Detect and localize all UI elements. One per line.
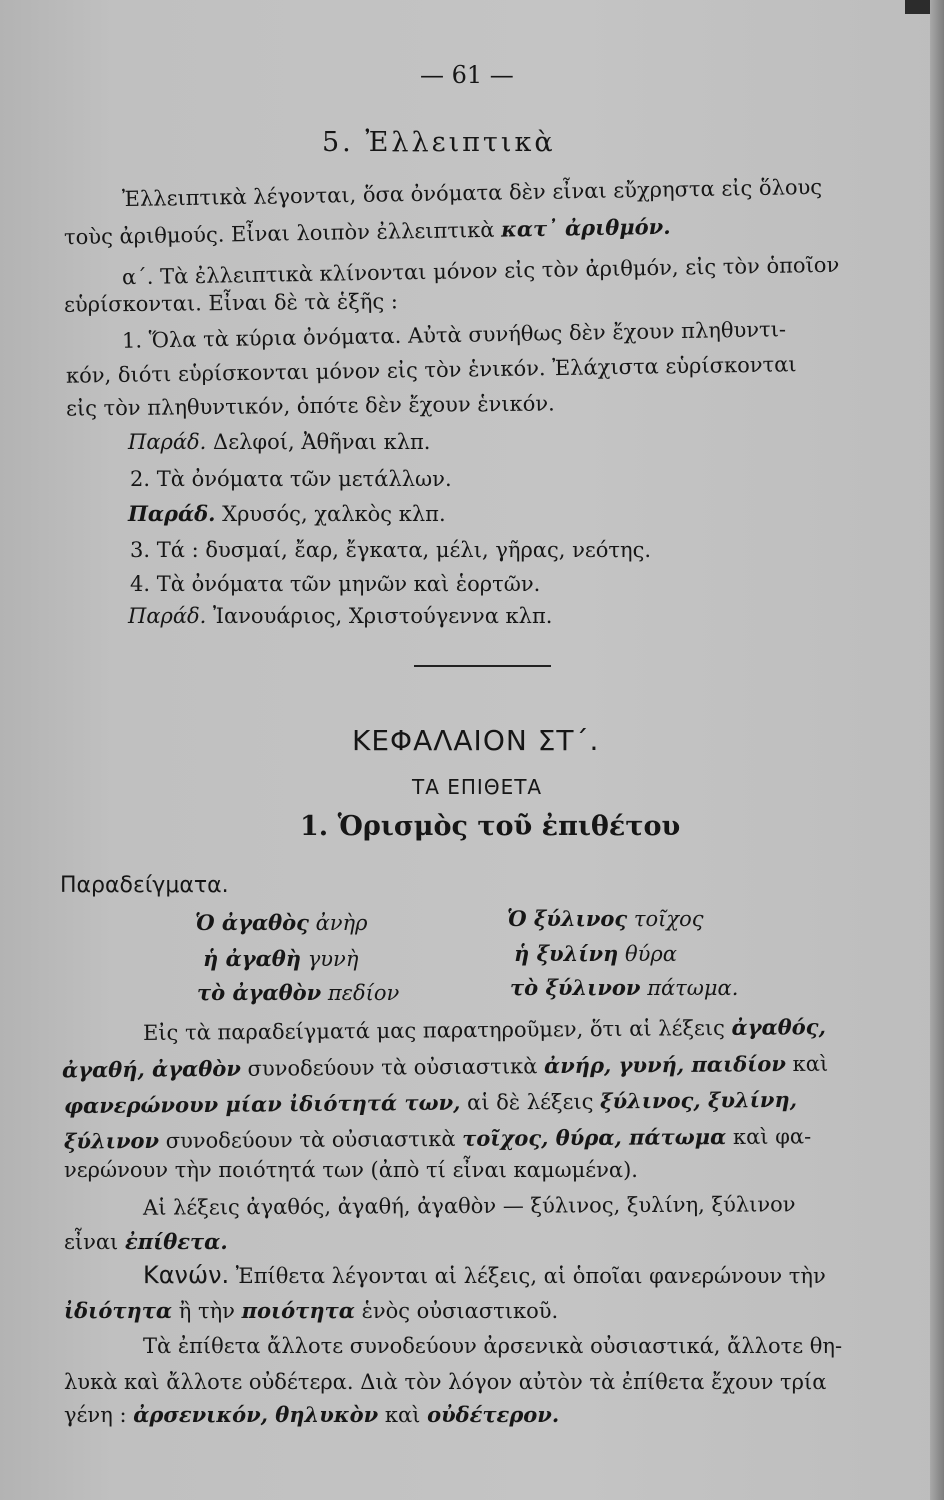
body-emphasis: ἀνήρ, γυνή, παιδίον [543,1051,787,1079]
body-emphasis: τοῖχος, θύρα, πάτωμα [462,1123,727,1151]
body-line-5: νερώνουν τὴν ποιότητά των (ἀπὸ τί εἶναι καμωμένα). [64,1158,638,1182]
parad-label: Παράδ. [128,430,207,454]
body-emphasis: οὐδέτερον. [427,1402,560,1427]
ex-right-3-noun: πάτωμα. [647,976,739,1000]
example-text-2: Χρυσός, χαλκὸς κλπ. [222,502,446,526]
body-text: Εἰς τὰ παραδείγματά μας παρατηροῦμεν, ὅτι αἱ λέξεις [142,1015,725,1045]
section-line-3: α΄. Τὰ ἐλλειπτικὰ κλίνονται μόνον εἰς τὸν ἀριθμόν, εἰς τὸν ὁποῖον [121,252,840,290]
example-right-3 [510,975,738,1001]
ex-left-2-noun: γυνὴ [307,947,359,971]
body-emphasis: ποιότητα [241,1298,355,1323]
body-line-9 [64,1298,558,1324]
example-text-1: Δελφοί, Ἀθῆναι κλπ. [213,430,431,454]
rule-line [143,1262,826,1289]
example-right-1 [507,906,704,932]
example-line-3 [128,603,552,629]
example-right-2 [514,941,677,967]
chapter-subtitle: ΤΑ ΕΠΙΘΕΤΑ [412,775,543,799]
body-line-1 [143,1014,826,1046]
body-emphasis: ξύλινος, ξυλίνη, [599,1086,798,1114]
body-line-11: λυκὰ καὶ ἄλλοτε οὐδέτερα. Διὰ τὸν λόγον αὐτὸν τὰ ἐπίθετα ἔχουν τρία [64,1370,827,1394]
section-line-9: 2. Τὰ ὀνόματα τῶν μετάλλων. [130,467,452,491]
ex-right-2-noun: θύρα [625,942,677,966]
section-line-7: εἰς τὸν πληθυντικόν, ὁπότε δὲν ἔχουν ἑνικόν. [65,391,555,421]
ex-left-3-noun: πεδίον [327,981,400,1005]
body-text: συνοδεύουν τὰ οὐσιαστικὰ [165,1126,456,1153]
ex-right-1-adj: Ὁ ξύλινος [507,906,628,931]
body-emphasis: ἰδιότητα [64,1298,173,1323]
chapter-title: ΚΕΦΑΛΑΙΟΝ ΣΤ΄. [352,724,600,757]
body-emphasis: ἀρσενικόν, θηλυκὸν [133,1402,379,1427]
body-line-6: Αἱ λέξεις ἀγαθός, ἀγαθή, ἀγαθὸν — ξύλινος, ξυλίνη, ξύλινον [142,1192,796,1220]
body-text: καὶ φα- [732,1124,812,1149]
body-line-4 [64,1123,811,1154]
page-edge-shadow [930,0,944,1500]
ex-left-1-adj: Ὁ ἀγαθὸς [195,910,309,935]
section-line-1: Ἐλλειπτικὰ λέγονται, ὅσα ὀνόματα δὲν εἶναι εὔχρηστα εἰς ὅλους [121,174,823,212]
body-text: ἢ τὴν [178,1299,235,1323]
parad-label: Παράδ. [128,604,207,628]
body-text: καὶ [792,1051,829,1076]
body-text: συνοδεύουν τὰ οὐσιαστικὰ [247,1054,538,1081]
body-emphasis: φανερώνουν μίαν ἰδιότητά των, [63,1089,461,1119]
body-text: ἑνὸς οὐσιαστικοῦ. [361,1299,559,1323]
body-text: εἶναι [64,1230,119,1254]
section-line-6: κόν, διότι εὑρίσκονται μόνον εἰς τὸν ἑνικόν. Ἐλάχιστα εὑρίσκονται [65,352,797,388]
example-left-2 [203,946,358,972]
ex-left-3-adj: τὸ ἀγαθὸν [197,980,322,1005]
subsection-title: 1. Ὁρισμὸς τοῦ ἐπιθέτου [300,811,681,842]
body-emphasis: ἀγαθή, ἀγαθὸν [61,1055,241,1083]
ex-left-2-adj: ἡ ἀγαθὴ [203,946,302,971]
parad-label: Παράδ. [128,501,216,526]
example-text-3: Ἰανουάριος, Χριστούγεννα κλπ. [213,604,553,628]
example-line-2 [128,501,446,527]
ex-right-1-noun: τοῖχος [633,907,704,931]
body-line-10: Τὰ ἐπίθετα ἄλλοτε συνοδεύουν ἀρσενικὰ οὐσιαστικά, ἄλλοτε θη- [143,1334,843,1358]
section-line-5: 1. Ὅλα τὰ κύρια ὀνόματα. Αὐτὰ συνήθως δὲν ἔχουν πληθυντι- [121,317,787,353]
rule-label: Κανών. [143,1261,230,1289]
example-left-3 [197,980,399,1006]
emphasis-kat-arithmon: κατ᾿ ἀριθμόν. [500,213,671,242]
section-title: 5. Ἐλλειπτικὰ [322,127,556,158]
body-line-7 [64,1229,228,1255]
line-2-text: τοὺς ἀριθμούς. Εἶναι λοιπὸν ἐλλειπτικὰ [63,217,495,250]
examples-label: Παραδείγματα. [60,873,229,898]
ex-right-2-adj: ἡ ξυλίνη [514,941,619,966]
example-line-1 [128,429,430,455]
section-line-2 [64,214,671,251]
ex-left-1-noun: ἀνὴρ [315,911,368,935]
example-left-1 [195,910,367,936]
body-line-3 [64,1087,797,1119]
body-text: αἱ δὲ λέξεις [466,1089,594,1115]
page-number: — 61 — [420,61,514,89]
section-line-11: 3. Τά : δυσμαί, ἔαρ, ἔγκατα, μέλι, γῆρας, νεότης. [130,538,652,562]
body-line-12 [64,1402,559,1428]
section-divider [414,665,551,667]
body-line-2 [62,1051,828,1084]
body-text: Ἐπίθετα λέγονται αἱ λέξεις, αἱ ὁποῖαι φανερώνουν τὴν [235,1264,826,1288]
body-emphasis: ξύλινον [63,1127,160,1154]
section-line-12: 4. Τὰ ὀνόματα τῶν μηνῶν καὶ ἑορτῶν. [130,572,541,596]
body-emphasis: ἐπίθετα. [124,1229,228,1254]
section-line-4: εὑρίσκονται. Εἶναι δὲ τὰ ἑξῆς : [63,289,399,317]
body-text: γένη : [64,1403,127,1427]
body-emphasis: ἀγαθός, [731,1014,826,1040]
ex-right-3-adj: τὸ ξύλινον [510,975,641,1000]
body-text: καὶ [384,1403,421,1427]
